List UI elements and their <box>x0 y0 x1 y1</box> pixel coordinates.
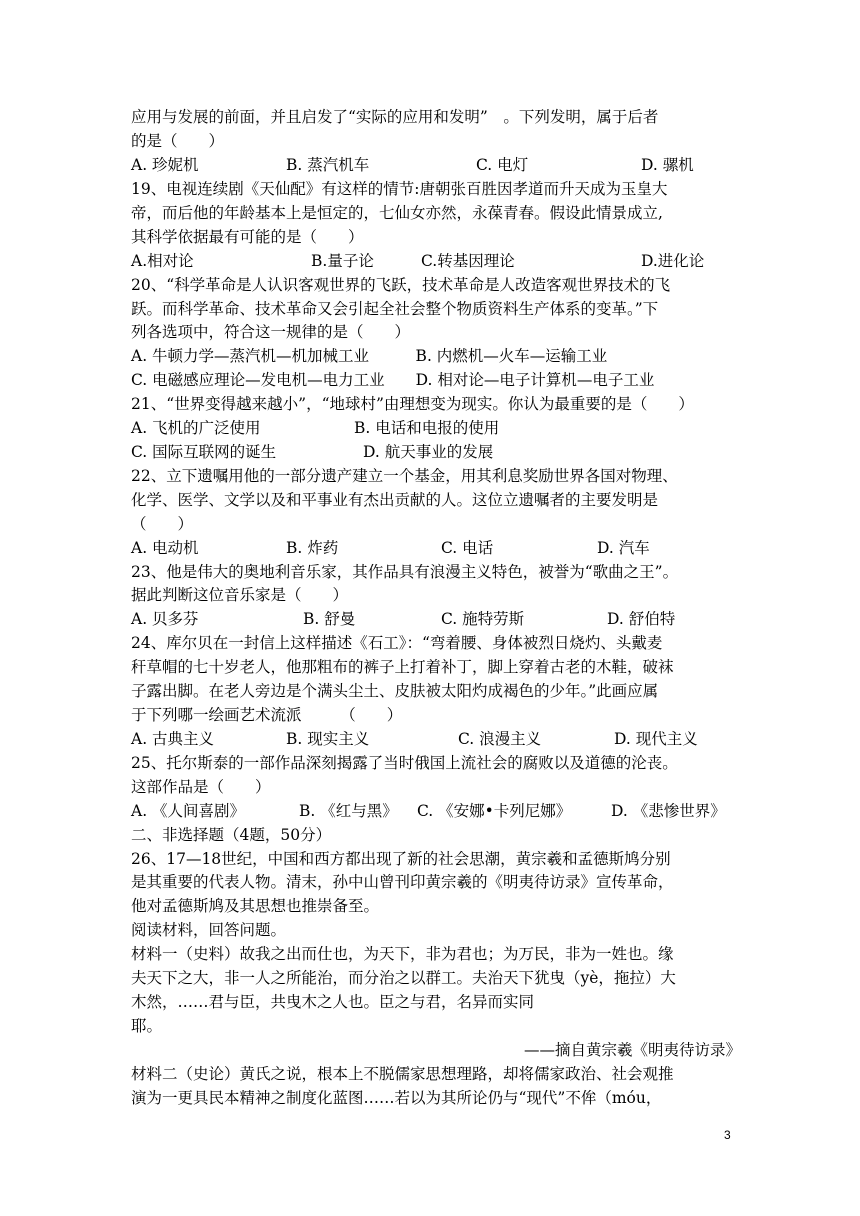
option-a: A. 飞机的广泛使用 <box>131 419 261 437</box>
text-line: 夫天下之大，非一人之所能治，而分治之以群工。夫治天下犹曳（yè，拖拉）大 <box>131 969 676 987</box>
text-line: 23、他是伟大的奥地利音乐家，其作品具有浪漫主义特色，被誉为“歌曲之王”。 <box>131 563 679 581</box>
text-line: 材料二（史论）黄氏之说，根本上不脱儒家思想理路，却将儒家政治、社会观推 <box>131 1065 674 1083</box>
text-line: 22、立下遗嘱用他的一部分遗产建立一个基金，用其利息奖励世界各国对物理、 <box>131 467 678 485</box>
text-line: 耶。 <box>131 1017 163 1035</box>
text-line: 据此判断这位音乐家是（ ） <box>131 586 349 604</box>
text-line: 21、“世界变得越来越小”，“地球村”由理想变为现实。你认为最重要的是（ ） <box>131 395 694 413</box>
option-b: B.量子论 <box>311 252 374 270</box>
option-b: B. 蒸汽机车 <box>286 156 370 174</box>
text-line: 是其重要的代表人物。清末，孙中山曾刊印黄宗羲的《明夷待访录》宣传革命， <box>131 873 674 891</box>
text-line: 列各选项中，符合这一规律的是（ ） <box>131 323 411 341</box>
option-a: A. 古典主义 <box>131 730 215 748</box>
text-line: 25、托尔斯泰的一部作品深刻揭露了当时俄国上流社会的腐败以及道德的沦丧。 <box>131 754 678 772</box>
option-c: C. 电话 <box>441 539 494 557</box>
text-line: 应用与发展的前面，并且启发了“实际的应用和发明” 。下列发明，属于后者 <box>131 108 659 126</box>
option-d: D. 现代主义 <box>614 730 698 748</box>
text-line: 20、“科学革命是人认识客观世界的飞跃，技术革命是人改造客观世界技术的飞 <box>131 276 671 294</box>
option-a: A. 贝多芬 <box>131 610 199 628</box>
option-b: B. 《红与黑》 <box>299 802 398 820</box>
text-line: 24、库尔贝在一封信上这样描述《石工》：“弯着腰、身体被烈日烧灼、头戴麦 <box>131 634 663 652</box>
options-q22 <box>131 538 741 558</box>
option-d: D. 航天事业的发展 <box>363 443 494 461</box>
text-line: 于下列哪一绘画艺术流派 （ ） <box>131 706 403 724</box>
text-line: 材料一（史料）故我之出而仕也，为天下，非为君也；为万民，非为一姓也。缘 <box>131 945 674 963</box>
option-a: A. 《人间喜剧》 <box>131 802 246 820</box>
text-line: 的是（ ） <box>131 132 225 150</box>
text-line: 演为一更具民本精神之制度化蓝图……若以为其所论仍与“现代”不侔（móu， <box>131 1089 662 1107</box>
text-line: 其科学依据最有可能的是（ ） <box>131 228 364 246</box>
options-q21-ab <box>131 418 741 438</box>
text-line: 子露出脚。在老人旁边是个满头尘土、皮肤被太阳灼成褐色的少年。”此画应属 <box>131 682 659 700</box>
option-c: C. 国际互联网的诞生 <box>131 443 277 461</box>
text-line: 他对孟德斯鸠及其思想也推崇备至。 <box>131 897 380 915</box>
option-b: B. 现实主义 <box>286 730 370 748</box>
text-line: 26、17—18世纪，中国和西方都出现了新的社会思潮，黄宗羲和孟德斯鸠分别 <box>131 850 671 868</box>
option-c: C. 电灯 <box>476 156 529 174</box>
option-a: A. 珍妮机 <box>131 156 199 174</box>
source-citation: ——摘自黄宗羲《明夷待访录》 <box>523 1041 741 1059</box>
option-a: A. 电动机 <box>131 539 199 557</box>
text-line: 帝，而后他的年龄基本上是恒定的，七仙女亦然，永葆青春。假设此情景成立, <box>131 204 663 222</box>
option-d: D. 骡机 <box>641 156 694 174</box>
option-b: B. 舒曼 <box>303 610 356 628</box>
option-line: A. 牛顿力学—蒸汽机—机加械工业 B. 内燃机—火车—运输工业 <box>131 347 608 365</box>
option-c: C. 浪漫主义 <box>458 730 542 748</box>
text-line: 19、电视连续剧《天仙配》有这样的情节:唐朝张百胜因孝道而升天成为玉皇大 <box>131 180 668 198</box>
option-d: D. 汽车 <box>597 539 650 557</box>
text-line: 阅读材料，回答问题。 <box>131 921 287 939</box>
options-q25 <box>131 801 741 821</box>
option-b: B. 炸药 <box>286 539 339 557</box>
options-q24 <box>131 729 741 749</box>
options-q23 <box>131 609 741 629</box>
text-line: 跃。而科学革命、技术革命又会引起全社会整个物质资料生产体系的变革。”下 <box>131 300 659 318</box>
option-c: C. 《安娜•卡列尼娜》 <box>417 802 572 820</box>
option-c: C. 施特劳斯 <box>441 610 525 628</box>
text-line: 这部作品是（ ） <box>131 778 271 796</box>
options-q21-cd <box>131 442 741 462</box>
text-line: （ ） <box>131 515 194 533</box>
option-a: A.相对论 <box>131 252 194 270</box>
options-q18 <box>131 155 741 175</box>
options-q19 <box>131 251 741 271</box>
option-d: D. 舒伯特 <box>607 610 676 628</box>
option-d: D. 《悲惨世界》 <box>611 802 726 820</box>
option-d: D.进化论 <box>641 252 705 270</box>
section-heading: 二、非选择题（4题，50分） <box>131 826 332 844</box>
text-line: 木然，……君与臣，共曳木之人也。臣之与君，名异而实同 <box>131 993 535 1011</box>
page-number: 3 <box>724 1128 731 1142</box>
option-b: B. 电话和电报的使用 <box>354 419 500 437</box>
option-c: C.转基因理论 <box>421 252 515 270</box>
text-line: 秆草帽的七十岁老人，他那粗布的裤子上打着补丁，脚上穿着古老的木鞋，破袜 <box>131 658 674 676</box>
option-line: C. 电磁感应理论—发电机—电力工业 D. 相对论—电子计算机—电子工业 <box>131 371 655 389</box>
text-line: 化学、医学、文学以及和平事业有杰出贡献的人。这位立遗嘱者的主要发明是 <box>131 491 659 509</box>
